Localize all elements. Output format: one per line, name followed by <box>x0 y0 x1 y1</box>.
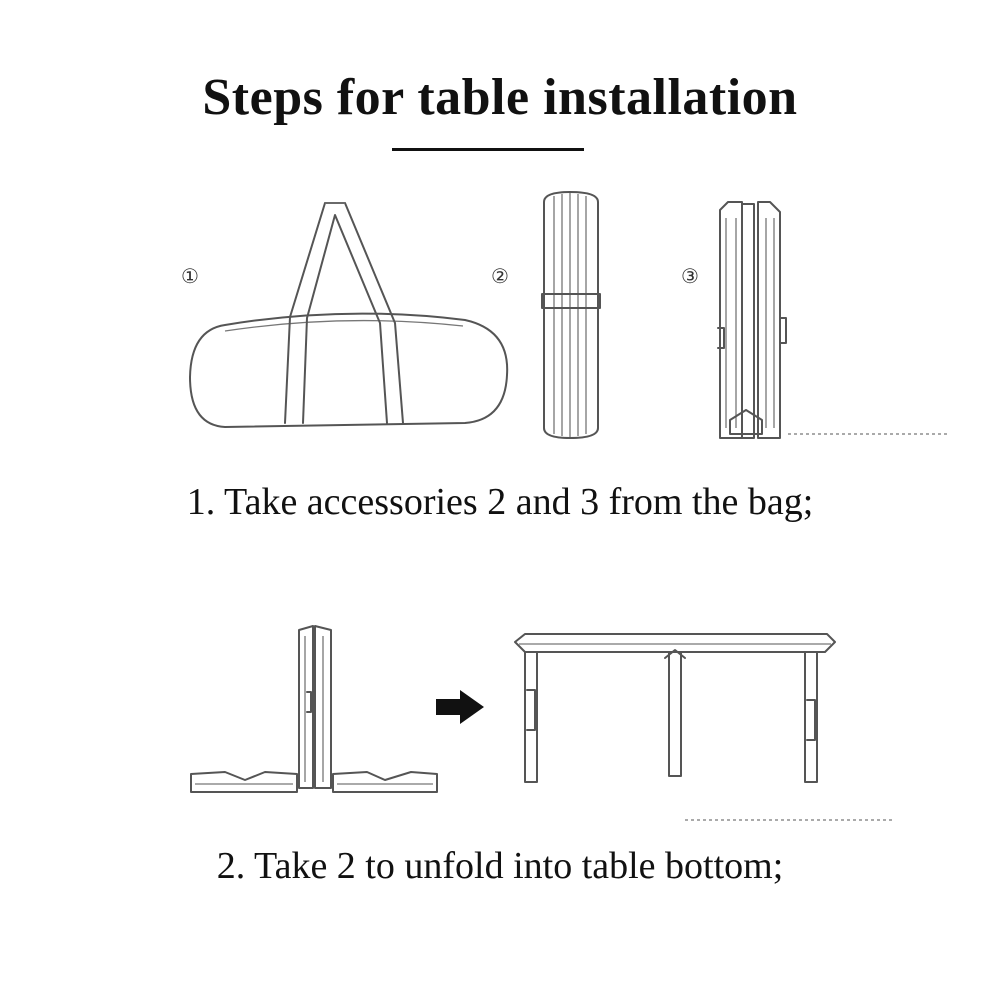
step-2-caption: 2. Take 2 to unfold into table bottom; <box>216 845 784 887</box>
folded-table-frame-illustration <box>540 190 602 440</box>
step-1-caption: 1. Take accessories 2 and 3 from the bag; <box>186 481 814 523</box>
marker-3: ③ <box>681 264 699 288</box>
carry-bag-illustration <box>185 195 515 435</box>
unfolding-frame-illustration <box>185 622 445 802</box>
unfolded-table-base-illustration <box>505 630 905 830</box>
marker-2: ② <box>491 264 509 288</box>
marker-1: ① <box>181 264 199 288</box>
title-underline <box>392 148 584 151</box>
folded-tabletop-illustration <box>710 198 950 448</box>
page-title: Steps for table installation <box>202 69 798 126</box>
right-arrow-icon <box>436 690 486 724</box>
